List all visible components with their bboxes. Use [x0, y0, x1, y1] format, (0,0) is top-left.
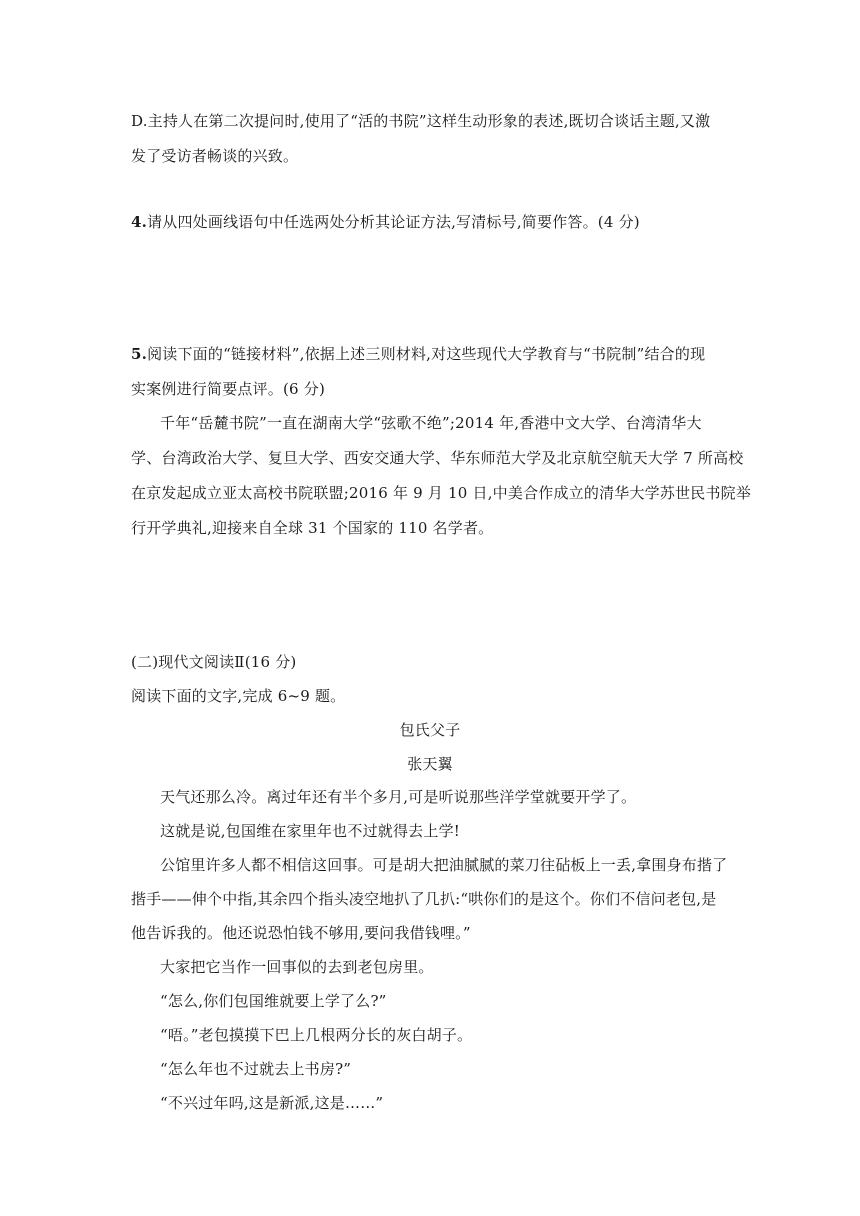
paragraph-line: 大家把它当作一回事似的去到老包房里。 — [160, 958, 434, 976]
dialogue-line: “怎么,你们包国维就要上学了么?” — [160, 992, 387, 1010]
option-d-line-1: D.主持人在第二次提问时,使用了“活的书院”这样生动形象的表述,既切合谈话主题,又激 — [131, 112, 711, 130]
dialogue-line: “不兴过年吗,这是新派,这是……” — [160, 1094, 384, 1112]
question-5-line-2: 实案例进行简要点评。(6 分) — [131, 380, 326, 398]
question-4-number: 4. — [131, 213, 148, 231]
material-line-1: 千年“岳麓书院”一直在湖南大学“弦歌不绝”;2014 年,香港中文大学、台湾清华大 — [160, 414, 702, 432]
paragraph-line: 他告诉我的。他还说恐怕钱不够用,要问我借钱哩。” — [131, 924, 471, 942]
dialogue-line: “怎么年也不过就去上书房?” — [160, 1060, 352, 1078]
question-4-text: 请从四处画线语句中任选两处分析其论证方法,写清标号,简要作答。(4 分) — [147, 213, 640, 231]
story-author: 张天翼 — [407, 755, 453, 773]
paragraph-line: 这就是说,包国维在家里年也不过就得去上学! — [160, 822, 460, 840]
material-line-2: 学、台湾政治大学、复旦大学、西安交通大学、华东师范大学及北京航空航天大学 7 所高校 — [131, 449, 744, 467]
question-5-number: 5. — [131, 345, 148, 363]
dialogue-line: “唔。”老包摸摸下巴上几根两分长的灰白胡子。 — [160, 1026, 473, 1044]
paragraph-line: 揩手——伸个中指,其余四个指头凌空地扒了几扒:“哄你们的是这个。你们不信问老包,是 — [131, 890, 717, 908]
material-line-4: 行开学典礼,迎接来自全球 31 个国家的 110 名学者。 — [131, 519, 494, 537]
question-5-text: 阅读下面的“链接材料”,依据上述三则材料,对这些现代大学教育与“书院制”结合的现 — [147, 345, 706, 363]
material-line-3: 在京发起成立亚太高校书院联盟;2016 年 9 月 10 日,中美合作成立的清华大学苏世民书院举 — [131, 484, 752, 502]
section-instruction: 阅读下面的文字,完成 6~9 题。 — [131, 687, 346, 705]
paragraph-line: 天气还那么冷。离过年还有半个多月,可是听说那些洋学堂就要开学了。 — [160, 788, 637, 806]
paragraph-line: 公馆里许多人都不相信这回事。可是胡大把油腻腻的菜刀往砧板上一丢,拿围身布揩了 — [160, 856, 728, 874]
question-4 — [131, 212, 640, 232]
section-heading: (二)现代文阅读Ⅱ(16 分) — [131, 653, 297, 671]
story-title: 包氏父子 — [399, 721, 461, 739]
option-d-line-2: 发了受访者畅谈的兴致。 — [131, 147, 299, 165]
question-5-line-1 — [131, 344, 705, 364]
